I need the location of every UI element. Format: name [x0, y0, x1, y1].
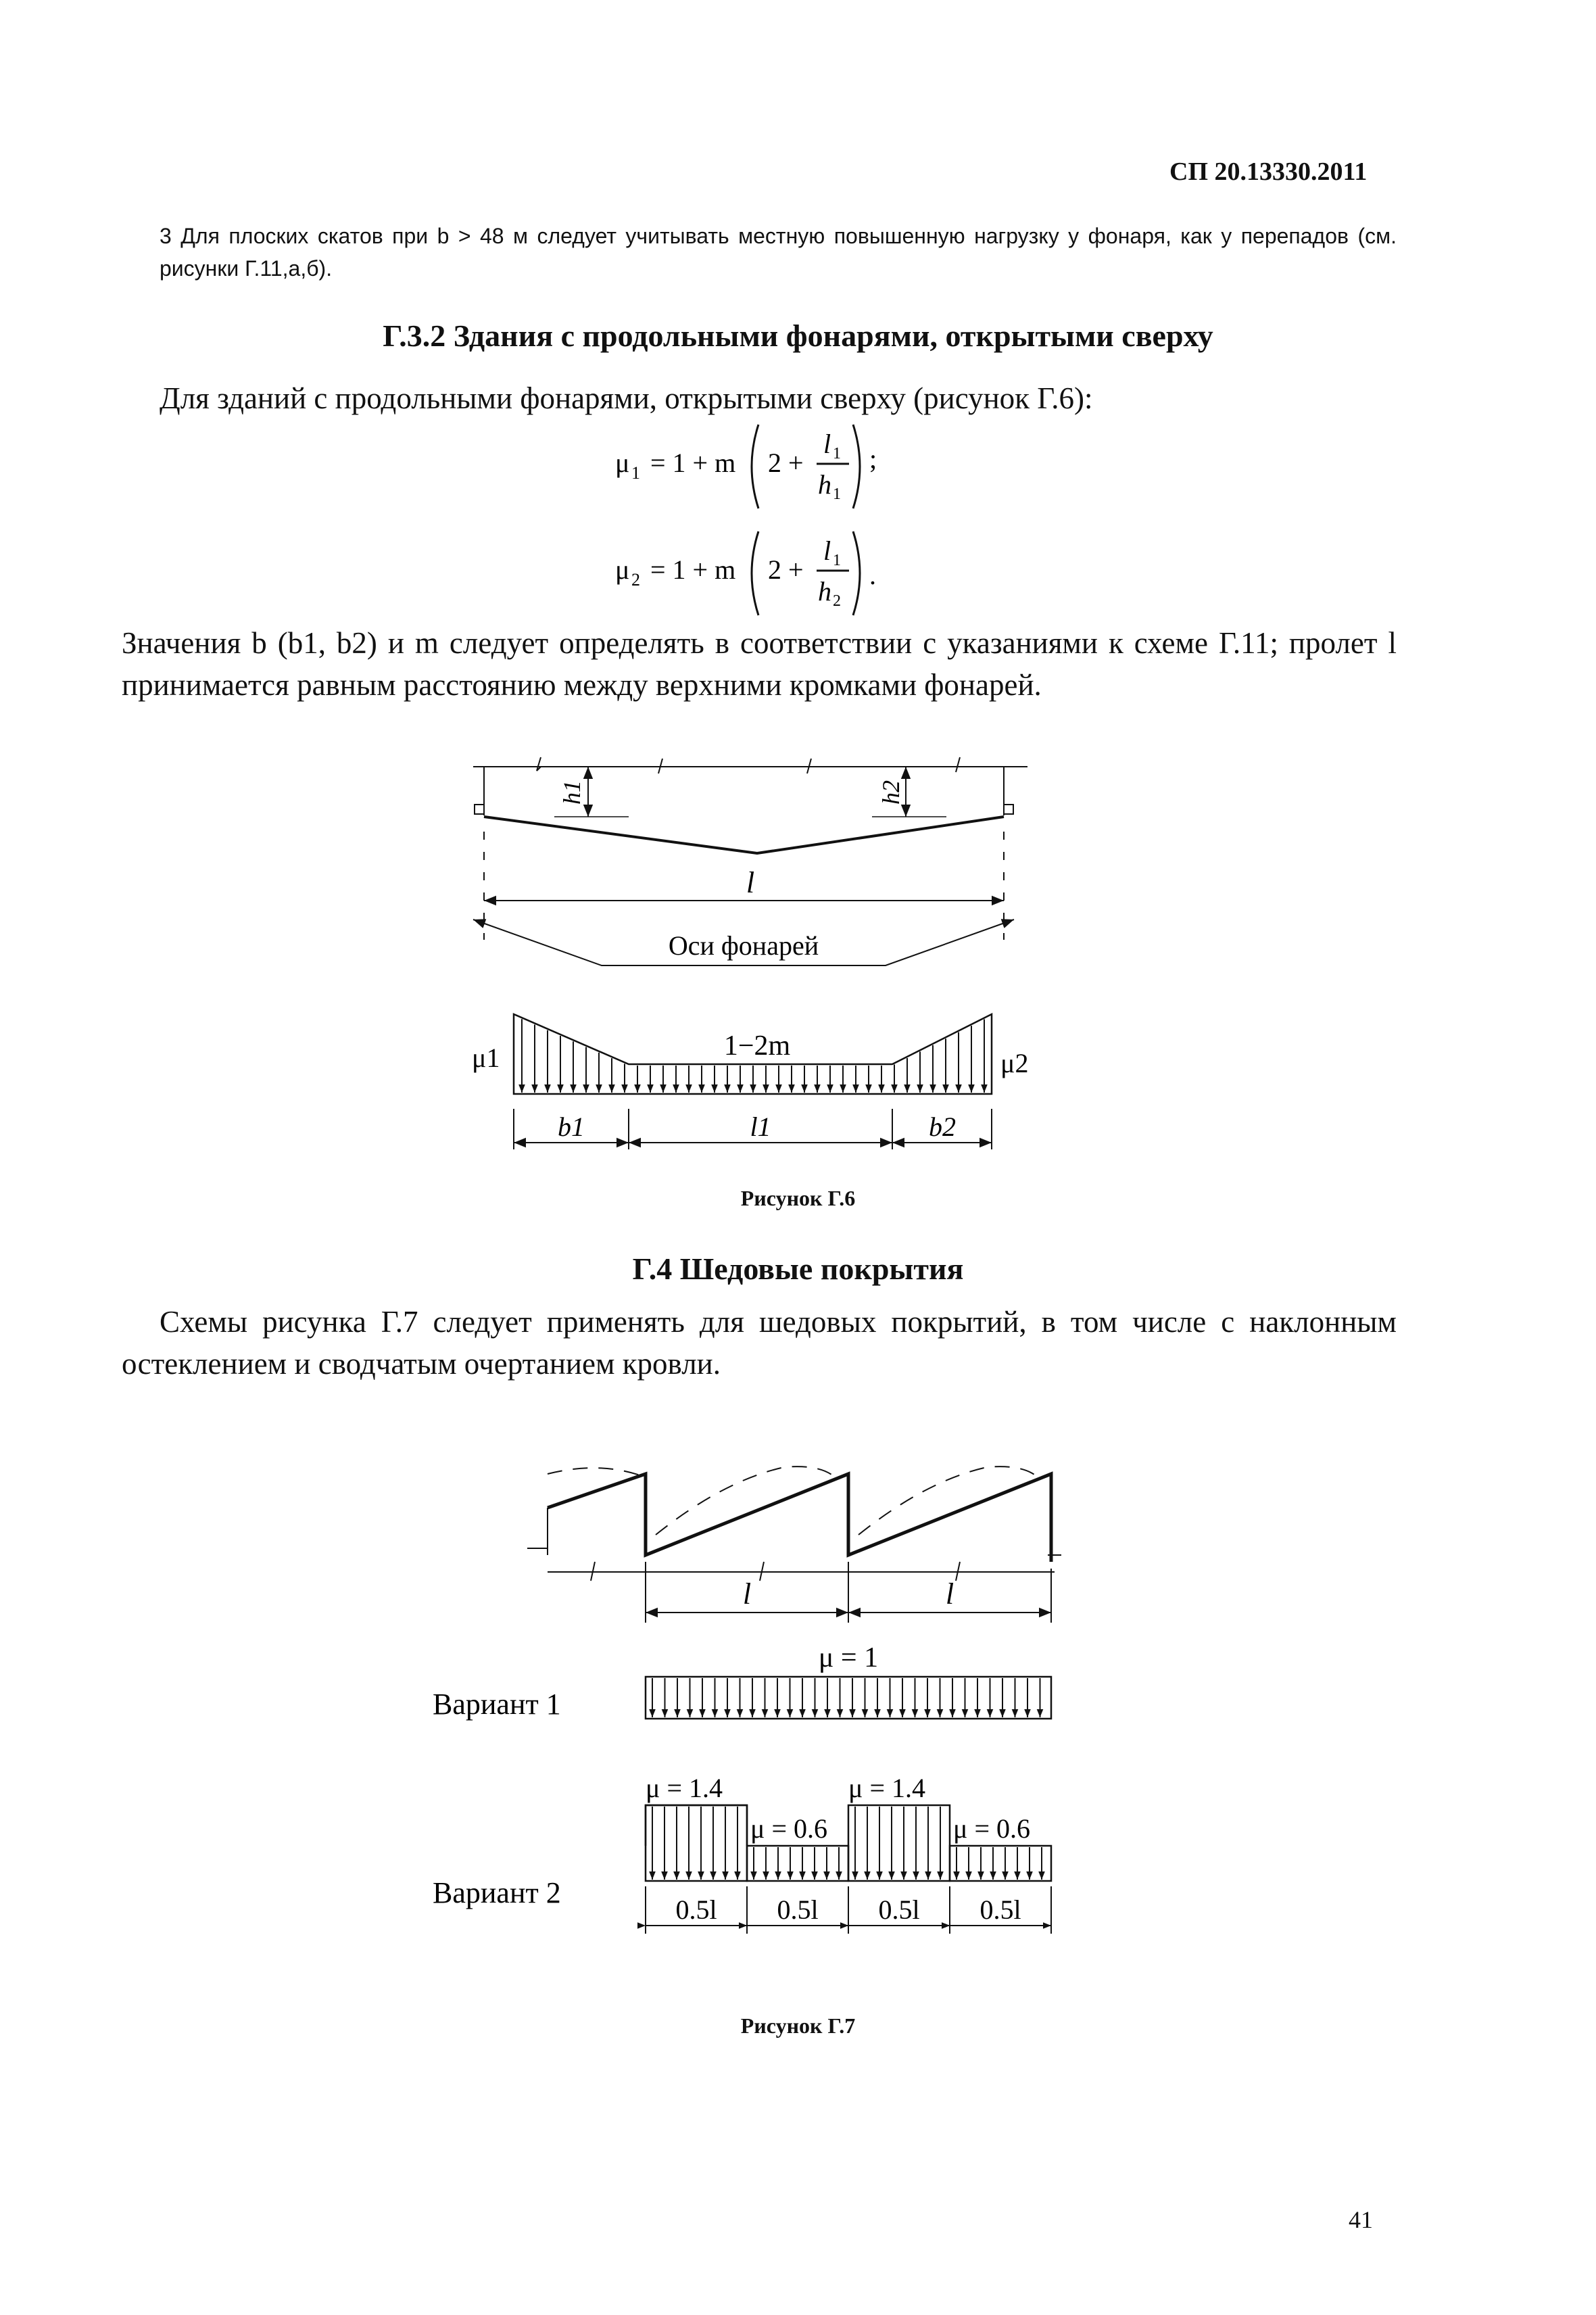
svg-text:;: ; — [869, 444, 877, 474]
section-g32-intro: Для зданий с продольными фонарями, открытыми сверху (рисунок Г.6): — [160, 381, 1093, 415]
fig7-l-right-label: l — [945, 1577, 954, 1610]
fig7-roof — [527, 1474, 1061, 1562]
svg-text:2 +: 2 + — [768, 554, 804, 585]
fig6-lantern-left — [475, 767, 484, 815]
svg-text:1: 1 — [833, 445, 841, 462]
svg-text:μ: μ — [615, 448, 630, 478]
svg-text:= 1 + m: = 1 + m — [650, 448, 736, 478]
formula-mu2 — [602, 519, 913, 627]
fig7-dashed-arcs — [548, 1466, 1041, 1535]
page-number: 41 — [1349, 2206, 1373, 2233]
svg-text:1: 1 — [833, 485, 841, 503]
fig7-mu-low-1: μ = 0.6 — [750, 1813, 828, 1844]
fig7-dim1: 0.5l — [675, 1894, 717, 1925]
section-g4-text: Схемы рисунка Г.7 следует применять для шедовых покрытий, в том числе с наклонным остеклением и сводчатым очертанием кровли. — [122, 1305, 1397, 1381]
fig6-l1-label: l1 — [750, 1112, 771, 1142]
section-g32-heading: Г.3.2 Здания с продольными фонарями, открытыми сверху — [383, 318, 1213, 353]
section-g32-text: Значения b (b1, b2) и m следует определять в соответствии с указаниями к схеме Г.11; пролет l принимается равным расстоянию между верхними кромками фонарей. — [122, 626, 1397, 702]
fig6-l-label: l — [746, 866, 755, 899]
figure-g6 — [460, 750, 1055, 1170]
svg-text:1: 1 — [833, 552, 841, 569]
fig6-b2-label: b2 — [929, 1112, 956, 1142]
fig7-variant2-label: Вариант 2 — [433, 1876, 561, 1909]
svg-text:2 +: 2 + — [768, 448, 804, 478]
svg-text:h: h — [818, 469, 831, 500]
fig7-dim2: 0.5l — [777, 1894, 819, 1925]
svg-text:1: 1 — [631, 463, 640, 483]
figure-g7 — [433, 1440, 1109, 1981]
fig7-l-left-label: l — [742, 1577, 752, 1610]
fig7-variant1-label: Вариант 1 — [433, 1688, 561, 1721]
fig6-h2-label: h2 — [877, 780, 904, 805]
figure-g7-caption: Рисунок Г.7 — [740, 2013, 856, 2038]
svg-text:l: l — [823, 429, 831, 459]
fig6-mu1-label: μ1 — [472, 1043, 500, 1073]
section-g4-heading: Г.4 Шедовые покрытия — [632, 1251, 964, 1286]
svg-text:.: . — [869, 560, 876, 590]
fig6-top-line — [473, 757, 1027, 773]
fig6-roof — [484, 817, 1004, 853]
fig6-mu2-label: μ2 — [1000, 1048, 1029, 1078]
document-code: СП 20.13330.2011 — [1169, 158, 1368, 186]
fig7-mu-low-2: μ = 0.6 — [953, 1813, 1031, 1844]
fig7-variant1-arrows — [652, 1678, 1040, 1717]
fig7-mu-high-1: μ = 1.4 — [646, 1773, 723, 1803]
fig6-h1-label: h1 — [558, 780, 585, 805]
svg-text:2: 2 — [833, 592, 841, 610]
svg-text:μ: μ — [615, 554, 630, 585]
fig7-mu-v1-label: μ = 1 — [818, 1642, 879, 1673]
fig6-lantern-right — [1004, 767, 1013, 815]
fig6-middle-label: 1−2m — [723, 1030, 791, 1061]
svg-text:2: 2 — [631, 570, 640, 590]
fig7-dim4: 0.5l — [980, 1894, 1021, 1925]
svg-text:= 1 + m: = 1 + m — [650, 554, 736, 585]
note-3: 3 Для плоских скатов при b > 48 м следует учитывать местную повышенную нагрузку у фонаря, как у перепадов (см. рисунки Г.11,а,б). — [160, 224, 1397, 281]
figure-g6-caption: Рисунок Г.6 — [740, 1186, 856, 1210]
fig7-mu-high-2: μ = 1.4 — [848, 1773, 926, 1803]
fig6-axes-label: Оси фонарей — [668, 930, 819, 961]
fig7-variant2-outline — [646, 1805, 747, 1846]
fig7-dim3: 0.5l — [878, 1894, 920, 1925]
formula-mu1 — [602, 412, 913, 521]
fig6-b1-label: b1 — [558, 1112, 585, 1142]
svg-text:h: h — [818, 576, 831, 606]
svg-text:l: l — [823, 535, 831, 566]
